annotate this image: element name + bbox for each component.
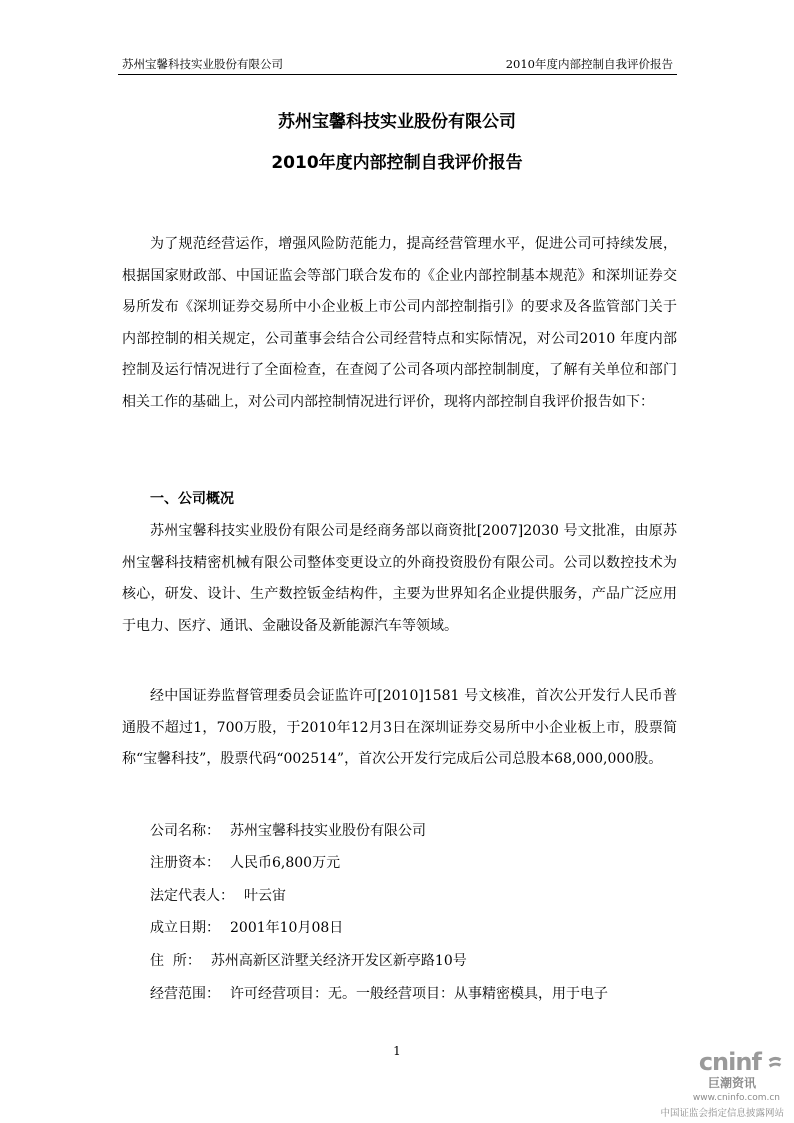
page-header (118, 54, 677, 75)
info-business-scope (150, 983, 608, 1003)
cninfo-logo-icon (766, 1054, 784, 1072)
info-registered-capital (150, 852, 340, 872)
info-value: 苏州高新区浒墅关经济开发区新亭路10号 (210, 953, 467, 969)
header-report-title: 2010年度内部控制自我评价报告 (505, 57, 673, 71)
info-label: 住 所： (150, 953, 201, 969)
info-label: 法定代表人： (150, 888, 234, 904)
info-label: 成立日期： (150, 920, 220, 936)
info-company-name (150, 820, 426, 840)
info-establish-date (150, 917, 343, 937)
header-company: 苏州宝馨科技实业股份有限公司 (122, 57, 283, 71)
section-heading-overview: 一、公司概况 (150, 491, 234, 507)
info-value: 人民币6,800万元 (230, 855, 341, 871)
info-label: 注册资本： (150, 855, 220, 871)
info-address (150, 950, 467, 970)
intro-paragraph: 为了规范经营运作，增强风险防范能力，提高经营管理水平，促进公司可持续发展，根据国家财政部、中国证监会等部门联合发布的《企业内部控制基本规范》和深圳证券交易所发布《深圳证券交易所中小企业板上市公司内部控制指引》的要求及各监管部门关于内部控制的相关规定，公司董事会结合公司经营特点和实际情况，对公司2010 年度内部控制及运行情况进行了全面检查，在查阅了公司各项内部控制制度，了解有关单位和部门相关工作的基础上，对公司内部控制情况进行评价，现将内部控制自我评价报告如下： (122, 236, 677, 410)
overview-paragraph-1: 苏州宝馨科技实业股份有限公司是经商务部以商资批[2007]2030 号文批准，由原苏州宝馨科技精密机械有限公司整体变更设立的外商投资股份有限公司。公司以数控技术为核心，研发、设计、生产数控钣金结构件，主要为世界知名企业提供服务，产品广泛应用于电力、医疗、通讯、金融设备及新能源汽车等领域。 (122, 523, 677, 634)
info-value: 许可经营项目：无。一般经营项目：从事精密模具，用于电子 (230, 986, 608, 1002)
info-label: 公司名称： (150, 823, 220, 839)
info-value: 2001年10月08日 (230, 920, 344, 936)
document-title-company: 苏州宝馨科技实业股份有限公司 (278, 112, 516, 132)
info-value: 叶云宙 (244, 888, 286, 904)
document-title-report: 2010年度内部控制自我评价报告 (271, 153, 523, 173)
watermark-brand: cninf (698, 1048, 761, 1076)
cninfo-watermark (644, 1048, 784, 1119)
overview-paragraph-2: 经中国证券监督管理委员会证监许可[2010]1581 号文核准，首次公开发行人民币普通股不超过1，700万股，于2010年12月3日在深圳证券交易所中小企业板上市，股票简称“宝馨科技”，股票代码“002514”，首次公开发行完成后公司总股本68,000,000股。 (122, 688, 677, 767)
watermark-brand-cn: 巨潮资讯 (707, 1076, 756, 1090)
watermark-url: www.cninfo.com.cn (692, 1093, 780, 1103)
info-value: 苏州宝馨科技实业股份有限公司 (230, 823, 426, 839)
watermark-subtitle: 中国证监会指定信息披露网站 (660, 1108, 784, 1119)
page-number: 1 (393, 1044, 401, 1058)
info-legal-representative (150, 885, 286, 905)
info-label: 经营范围： (150, 986, 220, 1002)
